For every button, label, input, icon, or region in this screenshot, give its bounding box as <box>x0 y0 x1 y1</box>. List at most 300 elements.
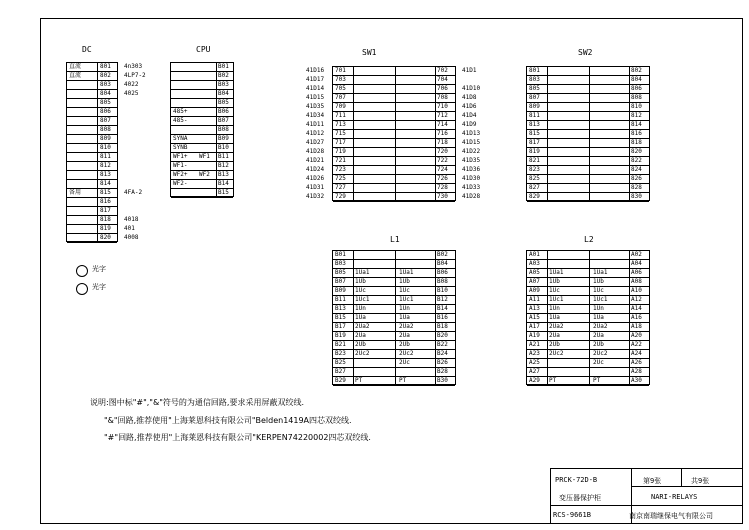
terminal-row <box>171 180 233 189</box>
cell-text: 1Ua1 <box>549 269 564 276</box>
cell-text: B23 <box>335 350 346 357</box>
wire-label: 41D24 <box>306 166 325 173</box>
cell-text: 722 <box>437 157 448 164</box>
terminal-row <box>171 63 233 72</box>
cell-text: 1Ua1 <box>399 269 414 276</box>
terminal-row <box>527 260 649 269</box>
cell-text: PT <box>355 377 363 384</box>
cell-text: A06 <box>631 269 642 276</box>
terminal-row <box>527 148 649 157</box>
cell-text: 1Ua1 <box>355 269 370 276</box>
terminal-row <box>67 108 117 117</box>
l2-terminal-block <box>526 250 650 385</box>
terminal-row <box>333 103 455 112</box>
terminal-row <box>67 99 117 108</box>
terminal-row <box>333 305 455 314</box>
cell-text: WF2 <box>199 171 210 178</box>
title-block <box>550 468 743 524</box>
cell-text: 729 <box>335 193 346 200</box>
cell-text: A27 <box>529 368 540 375</box>
cell-text: 724 <box>437 166 448 173</box>
terminal-row <box>527 332 649 341</box>
wire-label: 41D15 <box>306 94 325 101</box>
wire-label: 41D21 <box>306 157 325 164</box>
cell-text: A15 <box>529 314 540 321</box>
cell-text: B11 <box>335 296 346 303</box>
cpu-title: CPU <box>196 45 211 54</box>
cell-text: B15 <box>335 314 346 321</box>
lamp-icon <box>76 265 88 277</box>
terminal-row <box>171 162 233 171</box>
wire-label: 41D17 <box>306 76 325 83</box>
terminal-row <box>527 305 649 314</box>
cell-text: 802 <box>631 67 642 74</box>
cell-text: 810 <box>100 144 111 151</box>
cell-text: 712 <box>437 112 448 119</box>
cell-text: 716 <box>437 130 448 137</box>
cell-text: 806 <box>631 85 642 92</box>
cell-text: 707 <box>335 94 346 101</box>
cell-text: PT <box>399 377 407 384</box>
cell-text: 813 <box>529 121 540 128</box>
wire-label: 4n303 <box>124 63 143 70</box>
terminal-row <box>67 117 117 126</box>
cell-text: A13 <box>529 305 540 312</box>
cell-text: 811 <box>100 153 111 160</box>
cell-text: B04 <box>218 90 229 97</box>
terminal-row <box>527 184 649 193</box>
cell-text: 2Ua <box>593 332 604 339</box>
cell-text: 1Un <box>593 305 604 312</box>
cell-text: B27 <box>335 368 346 375</box>
cell-text: B05 <box>218 99 229 106</box>
cell-text: 804 <box>100 90 111 97</box>
cell-text: B12 <box>218 162 229 169</box>
wire-label: 41D8 <box>462 94 477 101</box>
wire-label: 41D35 <box>306 103 325 110</box>
terminal-row <box>527 94 649 103</box>
terminal-row <box>67 198 117 207</box>
cell-text: PT <box>593 377 601 384</box>
cell-text: WF1- <box>173 162 188 169</box>
cell-text: 2Ub <box>593 341 604 348</box>
cell-text: 810 <box>631 103 642 110</box>
terminal-row <box>333 350 455 359</box>
drawing-number: RCS-9661B <box>553 511 591 519</box>
terminal-row <box>527 67 649 76</box>
cell-text: B02 <box>218 72 229 79</box>
wire-label: 41D6 <box>462 103 477 110</box>
cell-text: 725 <box>335 175 346 182</box>
cell-text: 1Un <box>355 305 366 312</box>
cell-text: B14 <box>437 305 448 312</box>
cell-text: B24 <box>437 350 448 357</box>
cell-text: A28 <box>631 368 642 375</box>
cell-text: B05 <box>335 269 346 276</box>
cell-text: B25 <box>335 359 346 366</box>
wire-label: 4025 <box>124 90 139 97</box>
wire-label: 41D32 <box>306 193 325 200</box>
cell-text: 808 <box>100 126 111 133</box>
l1-terminal-block <box>332 250 456 385</box>
cell-text: B08 <box>218 126 229 133</box>
cell-text: 823 <box>529 166 540 173</box>
cell-text: B13 <box>218 171 229 178</box>
wire-label: 41D11 <box>306 121 325 128</box>
wire-label: 41D27 <box>306 139 325 146</box>
cell-text: SYNA <box>173 135 188 142</box>
cell-text: 717 <box>335 139 346 146</box>
cell-text: B06 <box>218 108 229 115</box>
terminal-row <box>333 368 455 377</box>
terminal-row <box>527 377 649 386</box>
cell-text: 2Ua2 <box>355 323 370 330</box>
terminal-row <box>333 323 455 332</box>
terminal-row <box>67 126 117 135</box>
cell-text: 817 <box>529 139 540 146</box>
cell-text: A30 <box>631 377 642 384</box>
wire-label: 41D22 <box>462 148 481 155</box>
cell-text: 2Ub <box>399 341 410 348</box>
cell-text: WF1+ <box>173 153 188 160</box>
cell-text: B01 <box>335 251 346 258</box>
terminal-row <box>333 175 455 184</box>
sw2-title: SW2 <box>578 48 593 57</box>
terminal-row <box>67 162 117 171</box>
terminal-row <box>67 90 117 99</box>
cell-text: 826 <box>631 175 642 182</box>
cell-text: 825 <box>529 175 540 182</box>
cell-text: 809 <box>100 135 111 142</box>
cell-text: 2Uc2 <box>593 350 608 357</box>
wire-label: 41D34 <box>306 112 325 119</box>
cell-text: 2Uc2 <box>399 350 414 357</box>
cell-text: B03 <box>218 81 229 88</box>
cell-text: 824 <box>631 166 642 173</box>
cell-text: B15 <box>218 189 229 196</box>
cell-text: WF1 <box>199 153 210 160</box>
dc-title: DC <box>82 45 92 54</box>
cell-text: B10 <box>437 287 448 294</box>
cell-text: B26 <box>437 359 448 366</box>
terminal-row <box>527 175 649 184</box>
wire-label: 4008 <box>124 234 139 241</box>
terminal-row <box>67 144 117 153</box>
cell-text: 2Uc <box>593 359 604 366</box>
terminal-row <box>333 359 455 368</box>
cell-text: A08 <box>631 278 642 285</box>
cell-text: 721 <box>335 157 346 164</box>
cell-text: 819 <box>529 148 540 155</box>
cell-text: A29 <box>529 377 540 384</box>
cell-text: 819 <box>100 225 111 232</box>
cell-text: 1Ua <box>549 314 560 321</box>
wire-label: 41D26 <box>306 175 325 182</box>
terminal-row <box>527 368 649 377</box>
cell-text: B12 <box>437 296 448 303</box>
cell-text: 806 <box>100 108 111 115</box>
terminal-row <box>171 72 233 81</box>
cell-text: PT <box>549 377 557 384</box>
cell-text: B14 <box>218 180 229 187</box>
cell-text: 1Ub <box>399 278 410 285</box>
terminal-row <box>67 171 117 180</box>
cell-text: 2Ua <box>549 332 560 339</box>
terminal-row <box>333 341 455 350</box>
cell-text: 713 <box>335 121 346 128</box>
sw1-terminal-block <box>332 66 456 201</box>
cell-text: B28 <box>437 368 448 375</box>
cell-text: 815 <box>100 189 111 196</box>
cell-text: 2Uc <box>399 359 410 366</box>
cell-text: 直流 <box>69 63 82 70</box>
cell-text: B09 <box>218 135 229 142</box>
cell-text: 818 <box>631 139 642 146</box>
terminal-row <box>67 180 117 189</box>
note-line-2: "&"回路,推荐使用"上海莱恩科技有限公司"Belden1419A四芯双绞线. <box>104 416 352 425</box>
cell-text: 2Ua2 <box>549 323 564 330</box>
wire-label: 4FA-2 <box>124 189 143 196</box>
terminal-row <box>333 193 455 202</box>
cell-text: 485- <box>173 117 188 124</box>
cell-text: 1Uc1 <box>593 296 608 303</box>
note-line-3: "#"回路,推荐使用"上海莱恩科技有限公司"KERPEN74220002四芯双绞线. <box>104 433 371 442</box>
cell-text: 801 <box>529 67 540 74</box>
terminal-row <box>527 121 649 130</box>
cell-text: B16 <box>437 314 448 321</box>
terminal-row <box>67 63 117 72</box>
cell-text: B21 <box>335 341 346 348</box>
terminal-row <box>67 189 117 198</box>
cell-text: 2Uc2 <box>355 350 370 357</box>
terminal-row <box>527 193 649 202</box>
cell-text: B09 <box>335 287 346 294</box>
terminal-row <box>333 287 455 296</box>
cell-text: 1Ub <box>593 278 604 285</box>
terminal-row <box>333 94 455 103</box>
lamp-icon <box>76 283 88 295</box>
cell-text: 813 <box>100 171 111 178</box>
terminal-row <box>67 81 117 90</box>
cell-text: 714 <box>437 121 448 128</box>
terminal-row <box>333 260 455 269</box>
cell-text: 812 <box>100 162 111 169</box>
cell-text: B06 <box>437 269 448 276</box>
wire-label: 41D28 <box>306 148 325 155</box>
cell-text: A09 <box>529 287 540 294</box>
cell-text: 730 <box>437 193 448 200</box>
cell-text: B02 <box>437 251 448 258</box>
terminal-row <box>171 126 233 135</box>
terminal-row <box>333 76 455 85</box>
wire-label: 41D35 <box>462 157 481 164</box>
cell-text: 1Uc <box>399 287 410 294</box>
terminal-row <box>171 99 233 108</box>
terminal-row <box>171 144 233 153</box>
terminal-row <box>333 121 455 130</box>
terminal-row <box>333 278 455 287</box>
terminal-row <box>333 67 455 76</box>
terminal-row <box>527 112 649 121</box>
cell-text: 1Ua <box>399 314 410 321</box>
wire-label: 41D12 <box>306 130 325 137</box>
cell-text: 1Uc <box>549 287 560 294</box>
cell-text: 727 <box>335 184 346 191</box>
cell-text: A11 <box>529 296 540 303</box>
terminal-row <box>527 296 649 305</box>
cell-text: B07 <box>218 117 229 124</box>
terminal-row <box>171 117 233 126</box>
cell-text: A05 <box>529 269 540 276</box>
cell-text: 817 <box>100 207 111 214</box>
terminal-row <box>67 72 117 81</box>
cell-text: A03 <box>529 260 540 267</box>
cell-text: B07 <box>335 278 346 285</box>
cell-text: B08 <box>437 278 448 285</box>
cell-text: B11 <box>218 153 229 160</box>
cell-text: 704 <box>437 76 448 83</box>
company-en: NARI-RELAYS <box>651 493 698 501</box>
cell-text: 705 <box>335 85 346 92</box>
terminal-row <box>527 139 649 148</box>
terminal-row <box>67 207 117 216</box>
cell-text: 直流 <box>69 72 82 79</box>
cell-text: B30 <box>437 377 448 384</box>
cell-text: 726 <box>437 175 448 182</box>
cell-text: 1Ub <box>549 278 560 285</box>
cell-text: A25 <box>529 359 540 366</box>
terminal-row <box>67 135 117 144</box>
terminal-row <box>171 171 233 180</box>
cell-text: A26 <box>631 359 642 366</box>
sw2-terminal-block <box>526 66 650 201</box>
terminal-row <box>333 314 455 323</box>
cell-text: 1Un <box>549 305 560 312</box>
terminal-row <box>67 225 117 234</box>
cell-text: 1Uc1 <box>355 296 370 303</box>
cell-text: 807 <box>100 117 111 124</box>
cell-text: B29 <box>335 377 346 384</box>
cell-text: 820 <box>631 148 642 155</box>
terminal-row <box>527 278 649 287</box>
cell-text: 830 <box>631 193 642 200</box>
cell-text: 1Uc <box>355 287 366 294</box>
panel-name: 变压器保护柜 <box>559 494 601 502</box>
cell-text: 1Uc1 <box>549 296 564 303</box>
cell-text: 816 <box>631 130 642 137</box>
terminal-row <box>333 251 455 260</box>
wire-label: 41D9 <box>462 121 477 128</box>
cell-text: 701 <box>335 67 346 74</box>
l2-title: L2 <box>584 235 594 244</box>
terminal-row <box>527 269 649 278</box>
cell-text: 709 <box>335 103 346 110</box>
terminal-row <box>527 166 649 175</box>
cell-text: 708 <box>437 94 448 101</box>
cell-text: A22 <box>631 341 642 348</box>
cell-text: 1Un <box>399 305 410 312</box>
cell-text: 815 <box>529 130 540 137</box>
cell-text: 1Uc1 <box>399 296 414 303</box>
wire-label: 41D15 <box>462 139 481 146</box>
wire-label: 41D33 <box>462 184 481 191</box>
wire-label: 41D13 <box>462 130 481 137</box>
cell-text: B10 <box>218 144 229 151</box>
cell-text: B18 <box>437 323 448 330</box>
cell-text: 821 <box>529 157 540 164</box>
cell-text: 2Ua <box>355 332 366 339</box>
cell-text: 715 <box>335 130 346 137</box>
cell-text: 2Uc2 <box>549 350 564 357</box>
cell-text: B22 <box>437 341 448 348</box>
model-number: PRCK-72D-B <box>555 476 598 484</box>
cell-text: A14 <box>631 305 642 312</box>
cell-text: WF2+ <box>173 171 188 178</box>
cell-text: 808 <box>631 94 642 101</box>
cell-text: A01 <box>529 251 540 258</box>
cell-text: 1Ua1 <box>593 269 608 276</box>
cell-text: 803 <box>100 81 111 88</box>
cell-text: 802 <box>100 72 111 79</box>
terminal-row <box>527 341 649 350</box>
cell-text: 2Ua <box>399 332 410 339</box>
wire-label: 41D16 <box>306 67 325 74</box>
wire-label: 401 <box>124 225 135 232</box>
lamp-label: 光字 <box>92 265 106 273</box>
terminal-row <box>171 189 233 198</box>
cell-text: 820 <box>100 234 111 241</box>
cell-text: 814 <box>100 180 111 187</box>
cell-text: 828 <box>631 184 642 191</box>
terminal-row <box>527 323 649 332</box>
cell-text: 2Ub <box>549 341 560 348</box>
terminal-row <box>171 135 233 144</box>
cell-text: 1Ua <box>593 314 604 321</box>
terminal-row <box>333 148 455 157</box>
cell-text: 805 <box>100 99 111 106</box>
cell-text: SYNB <box>173 144 188 151</box>
terminal-row <box>171 81 233 90</box>
cell-text: 备用 <box>69 189 82 196</box>
terminal-row <box>333 85 455 94</box>
wire-label: 4LP7-2 <box>124 72 146 79</box>
cell-text: 1Ub <box>355 278 366 285</box>
cell-text: A21 <box>529 341 540 348</box>
terminal-row <box>527 350 649 359</box>
terminal-row <box>527 157 649 166</box>
terminal-row <box>527 359 649 368</box>
terminal-row <box>333 112 455 121</box>
cell-text: B17 <box>335 323 346 330</box>
cell-text: A04 <box>631 260 642 267</box>
cell-text: 829 <box>529 193 540 200</box>
cell-text: 804 <box>631 76 642 83</box>
terminal-row <box>527 85 649 94</box>
cell-text: 719 <box>335 148 346 155</box>
wire-label: 41D31 <box>306 184 325 191</box>
cell-text: A17 <box>529 323 540 330</box>
terminal-row <box>333 332 455 341</box>
cell-text: 711 <box>335 112 346 119</box>
cell-text: 1Uc <box>593 287 604 294</box>
terminal-row <box>67 153 117 162</box>
terminal-row <box>527 130 649 139</box>
cell-text: B03 <box>335 260 346 267</box>
terminal-row <box>333 139 455 148</box>
terminal-row <box>333 157 455 166</box>
dc-terminal-block <box>66 62 118 242</box>
cell-text: 814 <box>631 121 642 128</box>
